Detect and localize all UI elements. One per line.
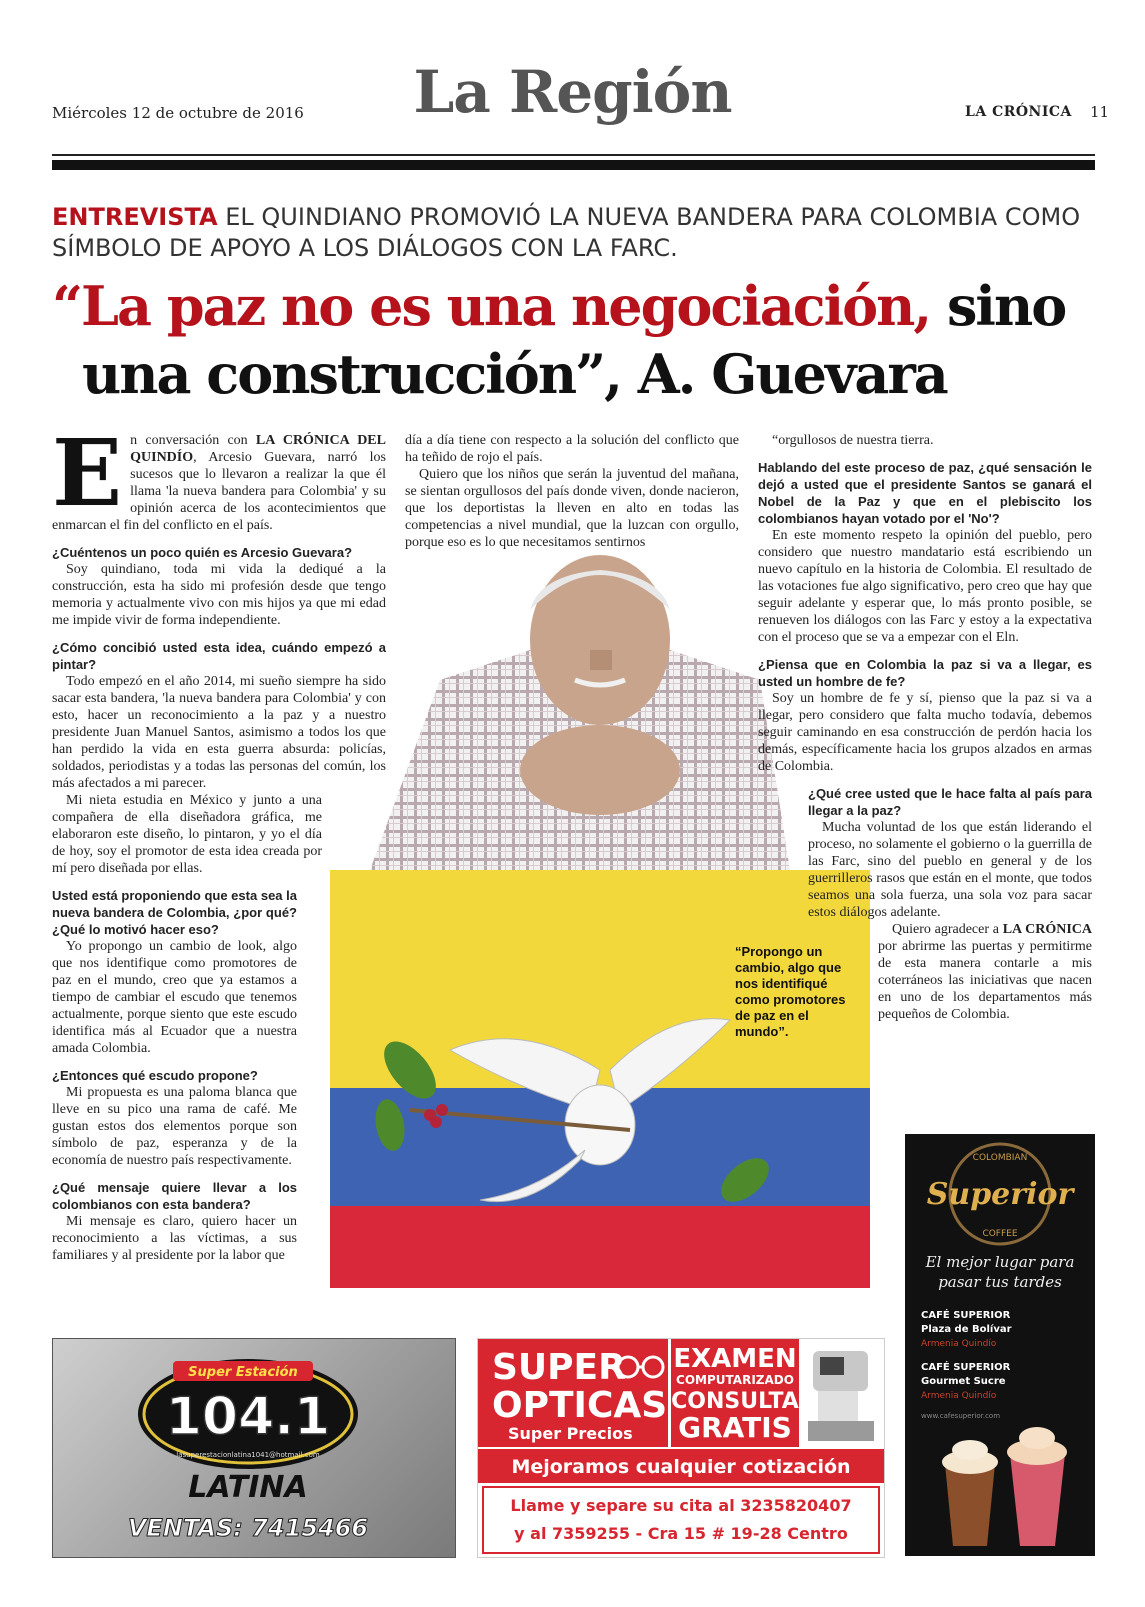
col2-paragraph-b: Quiero que los niños que serán la juventud del mañana, se sientan orgullosos del país donde viven, donde nacieron, que los deportistas la lleven en alto en todas las competencias a nivel mundial, que la luzcan con orgullo, porque eso es lo que necesitamos sentirnos xyxy=(405,467,739,550)
intro-text-a: n conversación con xyxy=(130,433,256,448)
question-7: ¿Piensa que en Colombia la paz si va a llegar, es usted un hombre de fe? xyxy=(758,657,1092,689)
coffee-loc1-place: Plaza de Bolívar xyxy=(921,1324,1012,1335)
radio-name: LATINA xyxy=(188,1470,308,1505)
kicker-text: EL QUINDIANO PROMOVIÓ LA NUEVA BANDERA PARA COLOMBIA COMO SÍMBOLO DE APOYO A LOS DIÁLOGOS CON LA FARC. xyxy=(52,203,1081,262)
optics-consult: CONSULTA xyxy=(671,1389,799,1414)
optics-brand-1: SUPER xyxy=(492,1347,626,1388)
question-6: Hablando del este proceso de paz, ¿qué sensación le dejó a usted que el presidente Santos se ganará el Nobel de la Paz y que en el plebiscito los colombianos hayan votado por el 'No'? xyxy=(758,460,1092,526)
kicker-tag: ENTREVISTA xyxy=(52,203,218,231)
question-8: ¿Qué cree usted que le hace falta al país para llegar a la paz? xyxy=(808,786,1092,818)
article-column-3 xyxy=(758,432,1092,1023)
optics-ad-graphic xyxy=(478,1339,884,1557)
newspaper-name: LA CRÓNICA xyxy=(965,104,1072,120)
answer-3: Yo propongo un cambio de look, algo que nos identifique como promotores de paz en el mundo, creo que ya estamos a tiempo de cambiar el escudo que tenemos actualmente, porque siento que este escudo identifica más al Ecuador que a nuestra amada Colombia. xyxy=(52,939,297,1056)
headline-red: “La paz no es una negociación, xyxy=(52,274,931,338)
article-column-2 xyxy=(405,432,739,550)
coffee-loc2-name: CAFÉ SUPERIOR xyxy=(921,1362,1011,1373)
coffee-loc1-city: Armenia Quindío xyxy=(921,1339,997,1349)
headline xyxy=(52,272,1112,408)
intro-text-c: , Arcesio Guevara, narró los sucesos que lo llevaron a realizar la que él llama 'la nueva bandera para Colombia' y su opinión acerca de los acontecimientos que enmarcan el fin del conflicto en el país. xyxy=(52,450,386,533)
radio-frequency: 104.1 xyxy=(165,1387,331,1447)
coffee-ring-top: COLOMBIAN xyxy=(972,1153,1028,1163)
flag-red-stripe xyxy=(330,1206,870,1288)
dropcap: E xyxy=(52,419,123,527)
optics-banner: Mejoramos cualquier cotización xyxy=(511,1456,851,1478)
radio-ad[interactable] xyxy=(52,1338,456,1558)
col2-paragraph-a: día a día tiene con respecto a la solución del conflicto que ha teñido de rojo el país. xyxy=(405,433,739,465)
optics-phone-1: Llame y separe su cita al 3235820407 xyxy=(510,1496,852,1515)
answer-8: Mucha voluntad de los que están liderando el proceso, no solamente el gobierno o la guerrilla de las Farc, sino del pueblo en general y de los guerrilleros rasos que están en el monte, que todos seamos una sola fuerza, una sola voz para sacar estos diálogos adelante. xyxy=(808,820,1092,920)
answer-9 xyxy=(878,921,1092,1023)
coffee-slogan: El mejor lugar para pasar tus tardes xyxy=(925,1253,1075,1291)
optics-ad[interactable] xyxy=(477,1338,885,1558)
coffee-drinks-icon xyxy=(942,1427,1067,1546)
optics-brand-2: OPTICAS xyxy=(492,1385,668,1426)
headline-line2: una construcción”, A. Guevara xyxy=(82,342,947,406)
optics-computerized: COMPUTARIZADO xyxy=(676,1373,794,1387)
coffee-loc2-city: Armenia Quindío xyxy=(921,1391,997,1401)
coffee-brand: Superior xyxy=(926,1177,1074,1212)
radio-email: lasuperestacionlatina1041@hotmail.com xyxy=(176,1451,320,1459)
kicker xyxy=(52,202,1102,264)
coffee-url: www.cafesuperior.com xyxy=(921,1412,1001,1420)
headline-black: sino xyxy=(930,274,1066,338)
header-rule-thick xyxy=(52,160,1095,170)
optics-tagline: Super Precios xyxy=(508,1424,633,1443)
intro-text-b: LA CRÓNICA DEL QUINDÍO xyxy=(130,433,386,465)
answer-5: Mi mensaje es claro, quiero hacer un reconocimiento a las víctimas, a sus familiares y al presidente por la labor que xyxy=(52,1214,297,1263)
answer-6: En este momento respeto la opinión del pueblo, pero considero que nuestro mandatario está escribiendo un nuevo capítulo en la historia de Colombia. El resultado de las votaciones fue algo significativo, pero creo que hay que seguir adelante y esperar que, lo más pronto posible, se renueven los diálogos con las Farc y estoy a la expectativa con el proceso que se va a empezar con el Eln. xyxy=(758,528,1092,645)
radio-station-label: Super Estación xyxy=(188,1365,298,1380)
coffee-ad-graphic xyxy=(905,1134,1095,1556)
question-2: ¿Cómo concibió usted esta idea, cuándo empezó a pintar? xyxy=(52,640,386,672)
pull-quote: “Propongo un cambio, algo que nos identifiqué como promotores de paz en el mundo”. xyxy=(735,944,846,1039)
coffee-ring-bottom: COFFEE xyxy=(982,1229,1018,1239)
issue-date: Miércoles 12 de octubre de 2016 xyxy=(52,104,304,122)
article-column-1 xyxy=(52,419,386,1264)
optics-free: GRATIS xyxy=(678,1411,792,1444)
question-3: Usted está proponiendo que esta sea la nueva bandera de Colombia, ¿por qué? ¿Qué lo motivó hacer eso? xyxy=(52,888,297,937)
answer-9-c: por abrirme las puertas y permitirme de esta manera contarle a mis coterráneos las iniciativas que nacen en uno de los departamentos más pequeños de Colombia. xyxy=(878,939,1092,1022)
answer-4: Mi propuesta es una paloma blanca que lleve en su pico una rama de café. Me gustan estos dos elementos porque son símbolo de paz, esperanza y de la economía de nuestro país respectivamente. xyxy=(52,1085,297,1168)
optics-phone-2: y al 7359255 - Cra 15 # 19-28 Centro xyxy=(514,1524,848,1543)
answer-9-b: LA CRÓNICA xyxy=(1002,922,1092,937)
answer-7: Soy un hombre de fe y sí, pienso que la paz si va a llegar, pero considero que falta mucho todavía, debemos seguir caminando en esa construcción de perdón hacia los demás, específicamente hacia los grupos alzados en armas de Colombia. xyxy=(758,691,1092,774)
page-number: 11 xyxy=(1090,103,1110,121)
answer-2: Todo empezó en el año 2014, mi sueño siempre ha sido sacar esta bandera, 'la nueva bandera para Colombia' y con esto, hacer un reconocimiento a la paz y a nuestro presidente Juan Manuel Santos, asimismo a todos los que han perdido la vida en esta guerra absurda: policías, soldados, periodistas y a todas las personas del común, los más afectados a mi parecer. xyxy=(52,674,386,791)
hands-shape xyxy=(520,725,680,815)
col3-paragraph-a: “orgullosos de nuestra tierra. xyxy=(772,433,934,448)
head-shape xyxy=(530,555,670,725)
question-5: ¿Qué mensaje quiere llevar a los colombianos con esta bandera? xyxy=(52,1180,297,1212)
header-rule-thin xyxy=(52,154,1095,156)
section-title: La Región xyxy=(413,58,732,126)
radio-sales: VENTAS: 7415466 xyxy=(127,1514,369,1542)
coffee-loc1-name: CAFÉ SUPERIOR xyxy=(921,1310,1011,1321)
coffee-ad[interactable] xyxy=(905,1134,1095,1556)
answer-1: Soy quindiano, toda mi vida la dediqué a la construcción, esta ha sido mi profesión desde que tengo memoria y actualmente vivo con mis hijos ya que mi edad me impide vivir de forma independiente. xyxy=(52,562,386,628)
question-4: ¿Entonces qué escudo propone? xyxy=(52,1068,258,1083)
question-1: ¿Cuéntenos un poco quién es Arcesio Guevara? xyxy=(52,545,353,560)
coffee-loc2-place: Gourmet Sucre xyxy=(921,1376,1006,1387)
answer-2b: Mi nieta estudia en México y junto a una compañera de ella diseñadora gráfica, me elaboraron este diseño, lo pintaron, y yo el día de hoy, soy el promotor de esta idea creada por mí pero diseñada por ellas. xyxy=(52,793,322,876)
answer-9-a: Quiero agradecer a xyxy=(892,922,1003,937)
optics-exam: EXAMEN xyxy=(673,1344,797,1374)
eye-exam-machine-icon xyxy=(808,1351,874,1441)
radio-ad-graphic xyxy=(53,1339,455,1557)
